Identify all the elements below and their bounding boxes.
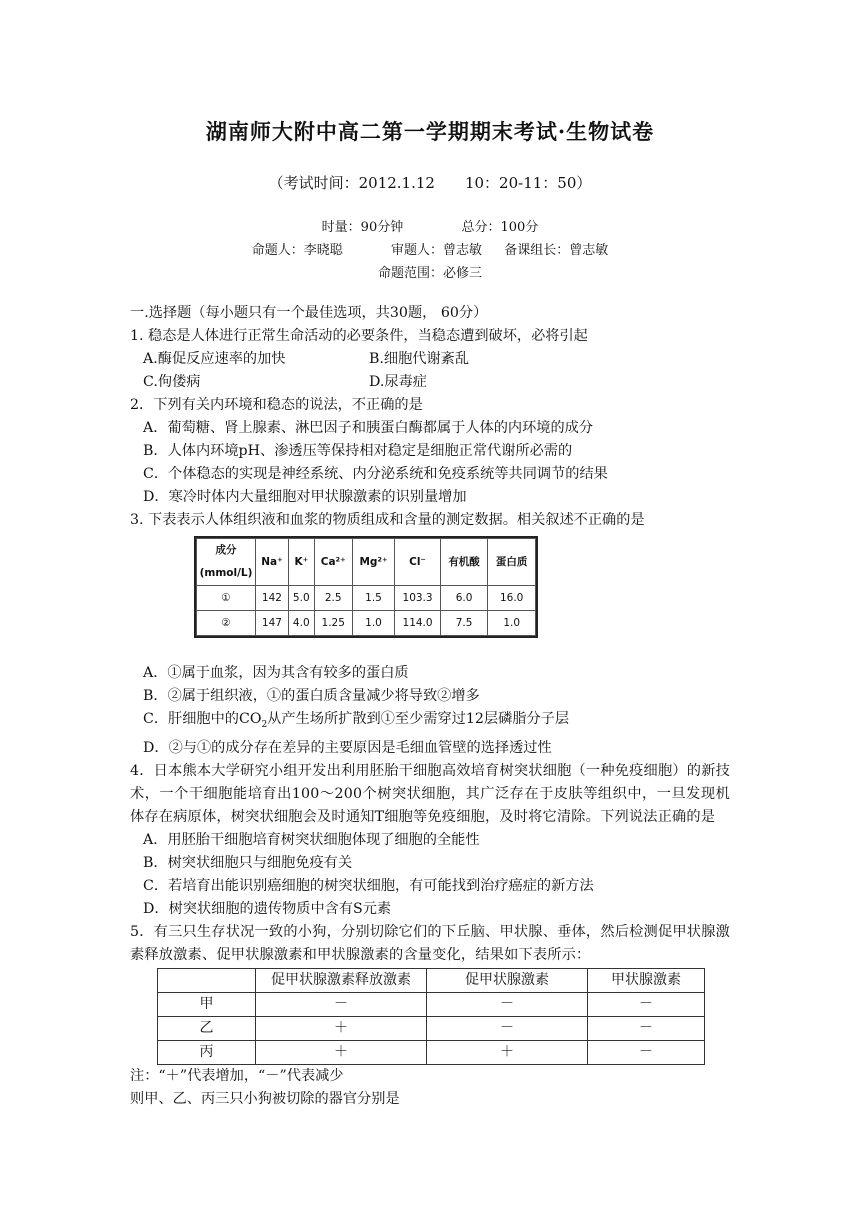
table-cell: － [588, 1016, 705, 1040]
table-cell: 1.5 [352, 586, 395, 611]
q3-header-k: K⁺ [288, 539, 314, 586]
q2-option-b: B．人体内环境pH、渗透压等保持相对稳定是细胞正常代谢所必需的 [143, 443, 573, 459]
q3-option-c-subscript: 2 [261, 719, 268, 730]
q3-option-b: B．②属于组织液，①的蛋白质含量减少将导致②增多 [143, 688, 480, 704]
q5-hormone-table [157, 968, 705, 1065]
q1-option-a: A.酶促反应速率的加快 [143, 351, 286, 367]
q1-options-row-1 [130, 348, 730, 371]
table-cell: 甲 [158, 992, 256, 1016]
exam-total-score: 总分：100分 [461, 220, 539, 235]
table-cell: 乙 [158, 1016, 256, 1040]
q3-header-mg: Mg²⁺ [352, 539, 395, 586]
table-cell: － [588, 992, 705, 1016]
q3-stem: 3. 下表表示人体组织液和血浆的物质组成和含量的测定数据。相关叙述不正确的是 [130, 512, 645, 528]
q5-header-th: 甲状腺激素 [588, 968, 705, 992]
table-cell: 7.5 [440, 611, 488, 636]
q5-stem: 5．有三只生存状况一致的小狗，分别切除它们的下丘脑、甲状腺、垂体，然后检测促甲状腺激素释放激素、促甲状腺激素和甲状腺激素的含量变化，结果如下表所示： [130, 923, 730, 963]
exam-title: 湖南师大附中高二第一学期期末考试·生物试卷 [205, 119, 655, 144]
q5-header-trh: 促甲状腺激素释放激素 [256, 968, 427, 992]
q5-header-tsh: 促甲状腺激素 [427, 968, 588, 992]
table-cell: － [256, 992, 427, 1016]
exam-setter: 命题人：李晓聪 [251, 243, 343, 258]
exam-group-leader: 备课组长：曾志敏 [504, 243, 609, 258]
q4-option-d: D．树突状细胞的遗传物质中含有S元素 [143, 900, 392, 917]
q3-header-protein: 蛋白质 [488, 539, 536, 586]
q3-table-frame [194, 536, 538, 638]
exam-time: （考试时间：2012.1.12 10：20-11：50） [268, 174, 592, 192]
q3-option-c [130, 708, 730, 737]
q4-option-a: A．用胚胎干细胞培育树突状细胞体现了细胞的全能性 [143, 831, 480, 848]
table-cell: 1.25 [314, 611, 352, 636]
q3-option-a: A．①属于血浆，因为其含有较多的蛋白质 [143, 665, 409, 681]
q3-header-unit [197, 539, 256, 586]
table-cell: 丙 [158, 1040, 256, 1064]
table-cell: 1.0 [488, 611, 536, 636]
q1-option-b: B.细胞代谢紊乱 [369, 351, 470, 367]
exam-meta-row-2 [0, 239, 860, 258]
table-cell: 142 [256, 586, 289, 611]
table-cell: 6.0 [440, 586, 488, 611]
table-row [158, 992, 705, 1016]
q3-header-na: Na⁺ [256, 539, 289, 586]
q3-row-label: ② [197, 611, 256, 636]
q1-stem: 1. 稳态是人体进行正常生命活动的必要条件，当稳态遭到破坏，必将引起 [130, 328, 588, 344]
q1-options-row-2 [130, 371, 730, 394]
table-row [158, 1040, 705, 1064]
table-row [197, 586, 536, 611]
table-cell: － [427, 992, 588, 1016]
exam-meta-row-1 [0, 216, 860, 235]
q3-header-unit-mmol: (mmol/L) [199, 567, 253, 579]
table-cell: 1.0 [352, 611, 395, 636]
q5-note: 注：“＋”代表增加，“－”代表减少 [130, 1067, 344, 1084]
section-heading: 一.选择题（每小题只有一个最佳选项，共30题， 60分） [130, 305, 488, 321]
table-cell: 147 [256, 611, 289, 636]
q5-question: 则甲、乙、丙三只小狗被切除的器官分别是 [130, 1090, 400, 1107]
exam-body [130, 302, 730, 1111]
q2-option-c: C．个体稳态的实现是神经系统、内分泌系统和免疫系统等共同调节的结果 [143, 466, 608, 482]
table-row [197, 611, 536, 636]
table-row [158, 1016, 705, 1040]
q3-header-organic-acid: 有机酸 [440, 539, 488, 586]
table-cell: ＋ [256, 1040, 427, 1064]
table-cell: 16.0 [488, 586, 536, 611]
table-cell: ＋ [427, 1040, 588, 1064]
table-cell: 114.0 [395, 611, 440, 636]
q2-stem: 2．下列有关内环境和稳态的说法，不正确的是 [130, 397, 423, 413]
q1-option-c: C.佝偻病 [143, 374, 201, 390]
table-cell: 5.0 [288, 586, 314, 611]
q3-composition-table [196, 538, 536, 636]
q3-header-ca: Ca²⁺ [314, 539, 352, 586]
q3-option-c-post: 从产生场所扩散到①至少需穿过12层磷脂分子层 [267, 711, 570, 727]
table-cell: ＋ [256, 1016, 427, 1040]
table-cell: 4.0 [288, 611, 314, 636]
q3-row-label: ① [197, 586, 256, 611]
q4-option-c: C．若培育出能识别癌细胞的树突状细胞，有可能找到治疗癌症的新方法 [143, 877, 594, 894]
table-cell: 2.5 [314, 586, 352, 611]
q4-option-b: B．树突状细胞只与细胞免疫有关 [143, 854, 353, 871]
q3-option-c-pre: C．肝细胞中的CO [143, 711, 262, 727]
q1-option-d: D.尿毒症 [369, 374, 427, 390]
exam-reviewer: 审题人：曾志敏 [390, 243, 482, 258]
q3-header-cl: Cl⁻ [395, 539, 440, 586]
exam-scope: 命题范围：必修三 [377, 266, 482, 281]
q3-option-d: D．②与①的成分存在差异的主要原因是毛细血管壁的选择透过性 [143, 739, 552, 756]
q2-option-a: A．葡萄糖、肾上腺素、淋巴因子和胰蛋白酶都属于人体的内环境的成分 [143, 420, 594, 436]
q5-header-blank [158, 968, 256, 992]
table-cell: 103.3 [395, 586, 440, 611]
q3-header-unit-label: 成分 [215, 544, 237, 556]
table-cell: － [588, 1040, 705, 1064]
table-cell: － [427, 1016, 588, 1040]
q4-stem: 4．日本熊本大学研究小组开发出利用胚胎干细胞高效培育树突状细胞（一种免疫细胞）的新技术，一个干细胞能培育出100～200个树突状细胞，其广泛存在于皮肤等组织中，一旦发现机体存在病原体，树突状细胞会及时通知T细胞等免疫细胞，及时将它清除。下列说法正确的是 [130, 762, 730, 825]
q2-option-d: D．寒冷时体内大量细胞对甲状腺激素的识别量增加 [143, 489, 467, 505]
q3-table-header-row [197, 539, 536, 586]
q5-table-header-row [158, 968, 705, 992]
exam-duration: 时量：90分钟 [321, 220, 404, 235]
